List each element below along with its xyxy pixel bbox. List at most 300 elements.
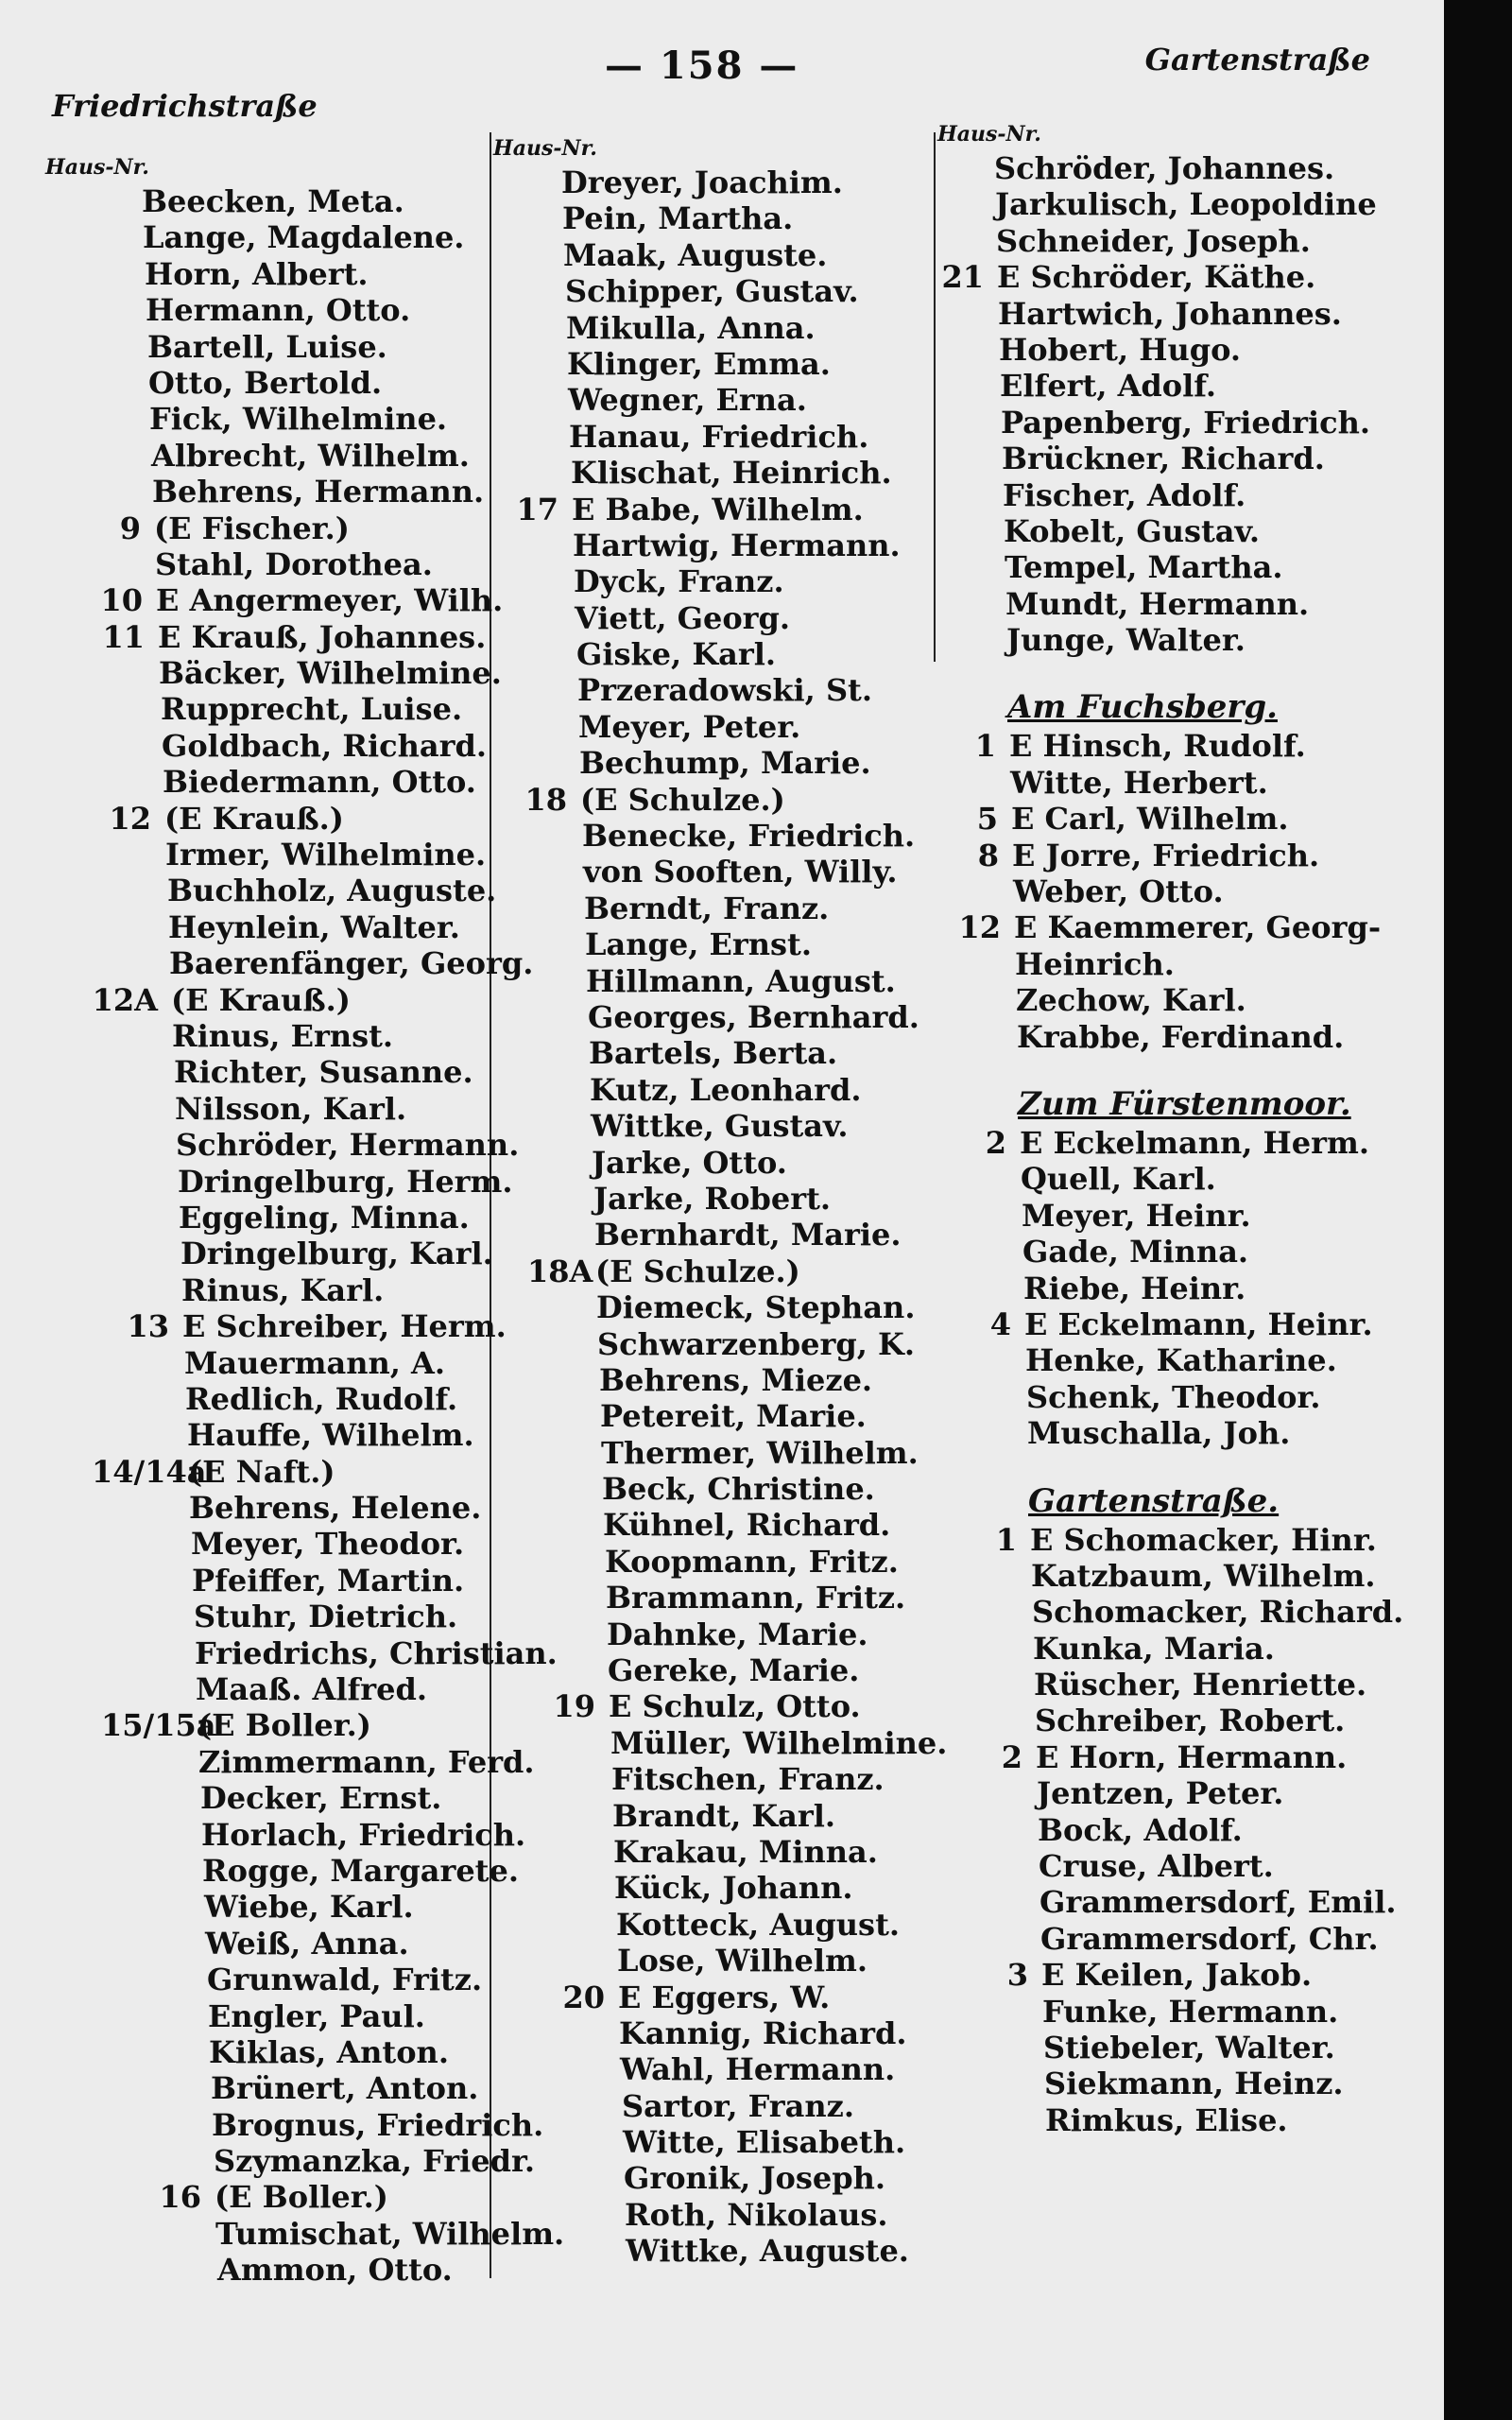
house-number	[494, 200, 562, 236]
resident-name: Rupprecht, Luise.	[161, 691, 463, 728]
resident-name: Stuhr, Dietrich.	[194, 1599, 458, 1635]
directory-entry	[45, 1852, 519, 1889]
directory-entry	[493, 273, 928, 309]
resident-name: Irmer, Wilhelmine.	[165, 837, 487, 873]
house-number	[518, 963, 586, 999]
resident-name: Hillmann, August.	[586, 962, 896, 999]
directory-entry	[45, 1163, 513, 1200]
directory-entry	[493, 1471, 928, 1507]
house-number	[555, 2124, 623, 2160]
house-number	[521, 1035, 589, 1071]
house-number	[62, 655, 159, 691]
directory-entry	[45, 801, 480, 837]
resident-name: Funke, Hermann.	[1042, 1993, 1339, 2030]
resident-name: Krakau, Minna.	[613, 1833, 878, 1870]
resident-name: Benecke, Friedrich.	[582, 818, 916, 855]
house-number	[976, 1631, 1033, 1667]
resident-name: Schipper, Gustav.	[565, 273, 859, 310]
resident-name: Zimmermann, Ferd.	[198, 1743, 535, 1780]
resident-name: Heynlein, Walter.	[168, 908, 460, 945]
house-number: 18	[524, 781, 567, 818]
house-number	[95, 1563, 192, 1599]
directory-entry	[45, 546, 480, 582]
directory-entry	[45, 727, 487, 764]
directory-entry	[937, 549, 1438, 585]
directory-entry	[493, 1979, 928, 2015]
house-number	[89, 1381, 185, 1417]
column-divider	[490, 132, 491, 2278]
street-heading: Zum Fürstenmoor.	[1018, 1084, 1351, 1123]
resident-name: Brammann, Fritz.	[606, 1580, 906, 1616]
house-number	[967, 1270, 1023, 1306]
resident-name: Schenk, Theodor.	[1026, 1378, 1321, 1415]
house-number	[106, 1853, 202, 1889]
house-number: 17	[516, 491, 558, 527]
directory-entry	[493, 1580, 928, 1616]
resident-name: Jentzen, Peter.	[1037, 1775, 1284, 1812]
house-number	[532, 1398, 600, 1434]
house-number: 9	[119, 510, 141, 546]
resident-name: E Schomacker, Hinr.	[1030, 1521, 1377, 1558]
directory-entry	[493, 563, 928, 599]
resident-name: Koopmann, Fritz.	[605, 1543, 899, 1580]
directory-entry	[493, 1362, 928, 1398]
house-number	[71, 873, 167, 908]
directory-entry	[937, 1125, 1438, 1161]
house-number	[943, 368, 1000, 404]
directory-entry	[493, 1724, 948, 1761]
house-number	[508, 636, 576, 672]
house-number	[947, 513, 1004, 549]
house-number	[544, 1798, 612, 1834]
house-number	[941, 296, 998, 332]
house-number	[969, 1342, 1025, 1378]
house-number	[102, 1744, 198, 1780]
resident-name: Jarke, Robert.	[593, 1180, 831, 1217]
resident-name: Mikulla, Anna.	[566, 309, 816, 346]
house-number	[109, 1926, 205, 1962]
house-number	[511, 745, 579, 781]
resident-name: E Schulz, Otto.	[609, 1688, 861, 1725]
resident-name: Kiklas, Anton.	[209, 2033, 449, 2070]
house-number	[49, 292, 146, 328]
resident-name: Hartwich, Johannes.	[998, 295, 1342, 332]
resident-name: Eggeling, Minna.	[179, 1199, 470, 1236]
house-number	[970, 1379, 1026, 1415]
house-number	[84, 1236, 180, 1271]
directory-entry	[45, 1454, 480, 1490]
house-number	[986, 1994, 1042, 2030]
directory-entry	[493, 999, 928, 1035]
directory-entry	[493, 492, 928, 527]
resident-name: Fitschen, Franz.	[611, 1761, 885, 1798]
resident-name: Hermann, Otto.	[146, 292, 411, 329]
directory-entry	[937, 513, 1438, 549]
directory-entry	[493, 1907, 928, 1943]
resident-name: Albrecht, Wilhelm.	[151, 437, 470, 474]
resident-name: Witte, Herbert.	[1010, 764, 1268, 801]
resident-name: Weiß, Anna.	[205, 1925, 409, 1962]
resident-name: Cruse, Albert.	[1039, 1848, 1274, 1885]
directory-entry	[937, 1739, 1438, 1775]
resident-name: Kannig, Richard.	[619, 2014, 907, 2051]
directory-entry	[937, 982, 1438, 1018]
resident-name: Weber, Otto.	[1013, 873, 1224, 910]
resident-name: Pein, Martha.	[562, 200, 794, 237]
resident-name: (E Boller.)	[215, 2179, 388, 2216]
resident-name: Mauermann, A.	[184, 1344, 446, 1381]
directory-entry	[45, 1054, 480, 1090]
house-number	[988, 2102, 1045, 2138]
directory-entry	[45, 365, 480, 401]
house-number: 11	[102, 618, 145, 655]
directory-entry	[937, 873, 1438, 909]
resident-name: Papenberg, Friedrich.	[1001, 404, 1370, 441]
directory-entry	[493, 1108, 928, 1144]
directory-entry	[937, 946, 1438, 982]
resident-name: Katzbaum, Wilhelm.	[1031, 1557, 1376, 1594]
directory-entry	[493, 200, 928, 236]
directory-entry	[493, 1253, 928, 1289]
directory-entry	[45, 2252, 480, 2288]
directory-entry	[45, 2215, 565, 2252]
resident-name: Stiebeler, Walter.	[1043, 2029, 1335, 2066]
house-number	[966, 1234, 1022, 1270]
house-number	[949, 586, 1005, 622]
directory-entry	[493, 455, 928, 491]
resident-name: E Horn, Hermann.	[1036, 1738, 1348, 1775]
house-number	[119, 2216, 215, 2252]
directory-entry	[45, 945, 534, 982]
directory-entry	[45, 1743, 535, 1780]
directory-entry	[493, 1834, 928, 1870]
directory-entry	[937, 441, 1438, 476]
resident-name: Grammersdorf, Emil.	[1040, 1884, 1397, 1921]
resident-name: Goldbach, Richard.	[162, 727, 487, 764]
house-number: 12	[109, 800, 151, 837]
directory-entry	[493, 2197, 928, 2233]
resident-name: Jarkulisch, Leopoldine	[995, 186, 1377, 223]
resident-name: Bartels, Berta.	[589, 1035, 838, 1072]
directory-entry	[493, 164, 928, 200]
directory-entry	[45, 1599, 480, 1634]
page-header	[0, 36, 1446, 124]
directory-entry	[937, 1884, 1438, 1920]
directory-entry	[493, 818, 928, 854]
resident-name: Schneider, Joseph.	[996, 222, 1311, 259]
directory-entry	[493, 782, 928, 818]
house-number	[81, 1164, 178, 1200]
house-number: 12A	[92, 981, 158, 1018]
resident-name: (E Krauß.)	[164, 800, 344, 837]
house-number	[522, 1072, 590, 1108]
house-number	[971, 1415, 1027, 1451]
resident-name: Biedermann, Otto.	[163, 764, 476, 801]
resident-name: Wahl, Hermann.	[620, 2051, 896, 2088]
directory-entry	[45, 1998, 480, 2034]
resident-name: Kunka, Maria.	[1033, 1630, 1275, 1667]
house-number	[66, 764, 163, 800]
directory-entry	[45, 1707, 480, 1743]
resident-name: Jarke, Otto.	[592, 1144, 787, 1181]
resident-name: (E Naft.)	[188, 1453, 335, 1490]
directory-entry	[493, 1616, 928, 1652]
directory-entry	[493, 527, 928, 563]
resident-name: Viett, Georg.	[575, 599, 791, 636]
directory-entry	[493, 854, 928, 890]
resident-name: Tumischat, Wilhelm.	[215, 2215, 565, 2252]
resident-name: Rinus, Karl.	[181, 1271, 385, 1308]
resident-name: Rogge, Margarete.	[202, 1852, 519, 1889]
directory-entry	[45, 438, 480, 474]
house-number	[93, 1490, 189, 1526]
resident-name: Rimkus, Elise.	[1045, 2101, 1288, 2138]
house-number-label: Haus-Nr.	[937, 122, 1041, 147]
directory-entry	[493, 890, 928, 926]
house-number	[495, 237, 563, 273]
directory-entry	[45, 582, 504, 619]
resident-name: Rüscher, Henriette.	[1034, 1667, 1367, 1703]
directory-entry	[45, 474, 485, 510]
house-number	[974, 1558, 1031, 1594]
directory-entry	[45, 1780, 480, 1816]
house-number	[510, 709, 578, 745]
resident-name: Kühnel, Richard.	[603, 1507, 891, 1544]
resident-name: Schwarzenberg, K.	[597, 1325, 915, 1362]
house-number	[79, 1127, 176, 1163]
resident-name: Nilsson, Karl.	[175, 1090, 407, 1127]
directory-entry	[937, 1306, 1438, 1342]
resident-name: Beecken, Meta.	[142, 183, 404, 219]
resident-name: Thermer, Wilhelm.	[601, 1434, 919, 1471]
resident-name: Siekmann, Heinz.	[1044, 2066, 1344, 2102]
directory-entry	[45, 1236, 493, 1272]
resident-name: E Kaemmerer, Georg-	[1014, 909, 1382, 946]
resident-name: Fick, Wilhelmine.	[149, 401, 448, 438]
house-number	[99, 1671, 196, 1707]
directory-entry	[937, 150, 1438, 186]
directory-entry	[45, 691, 480, 727]
house-number	[546, 1870, 614, 1906]
house-number	[497, 273, 565, 309]
directory-entry	[45, 1962, 483, 1998]
resident-name: Fischer, Adolf.	[1003, 476, 1246, 513]
section-spacer	[937, 1452, 1438, 1480]
directory-entry	[937, 1667, 1438, 1703]
house-number	[117, 2143, 214, 2179]
directory-entry	[937, 2030, 1438, 2066]
house-number	[540, 1652, 608, 1688]
resident-name: Wiebe, Karl.	[204, 1889, 414, 1926]
directory-entry	[937, 909, 1438, 945]
directory-entry	[45, 1200, 480, 1236]
resident-name: Schröder, Johannes.	[994, 150, 1335, 186]
resident-name: Meyer, Heinr.	[1022, 1197, 1251, 1234]
house-number: 1	[974, 728, 996, 765]
house-number	[965, 1198, 1022, 1234]
house-number	[76, 1018, 172, 1054]
directory-entry	[45, 1634, 558, 1671]
directory-entry	[493, 1652, 928, 1688]
house-number	[73, 945, 169, 981]
house-number	[981, 1812, 1038, 1848]
directory-entry	[937, 801, 1438, 837]
directory-entry	[45, 510, 480, 546]
resident-name: Pfeiffer, Martin.	[192, 1562, 465, 1599]
house-number	[517, 926, 585, 962]
directory-entry	[45, 1889, 480, 1925]
directory-entry	[937, 1957, 1438, 1993]
house-number	[944, 405, 1001, 441]
directory-entry	[493, 1217, 928, 1253]
directory-entry	[937, 296, 1438, 332]
house-number	[982, 1848, 1039, 1884]
house-number	[46, 219, 143, 255]
resident-name: Bechump, Marie.	[579, 745, 871, 782]
house-number	[939, 223, 996, 259]
resident-name: Krabbe, Ferdinand.	[1017, 1018, 1345, 1055]
directory-entry	[493, 709, 928, 745]
house-number	[499, 346, 567, 382]
directory-entry	[45, 1526, 480, 1562]
directory-entry	[45, 1308, 507, 1345]
resident-name: (E Boller.)	[198, 1707, 371, 1744]
resident-name: Brognus, Friedrich.	[212, 2106, 544, 2143]
house-number	[542, 1725, 610, 1761]
house-number: 1	[995, 1521, 1017, 1558]
house-number	[964, 1161, 1021, 1197]
house-number	[65, 728, 162, 764]
header-right-street: Gartenstraße	[1144, 42, 1370, 78]
house-number: 19	[553, 1688, 595, 1725]
house-number	[977, 1667, 1034, 1703]
resident-name: Kotteck, August.	[616, 1906, 900, 1943]
resident-name: Richter, Susanne.	[174, 1054, 473, 1091]
page-edge	[1444, 0, 1512, 2420]
house-number	[937, 150, 994, 186]
house-number	[51, 329, 147, 365]
house-number	[548, 1907, 616, 1943]
house-number	[958, 946, 1015, 982]
resident-name: Bartell, Luise.	[147, 328, 387, 365]
house-number	[950, 622, 1006, 658]
resident-name: Schreiber, Robert.	[1035, 1703, 1346, 1739]
house-number	[111, 1962, 207, 1997]
directory-entry	[937, 1994, 1438, 2030]
house-number	[105, 1817, 201, 1853]
house-number: 14/14a	[92, 1453, 207, 1490]
house-number	[543, 1761, 611, 1797]
directory-entry	[45, 329, 480, 365]
house-number	[520, 999, 588, 1035]
directory-entry	[493, 2233, 928, 2269]
directory-entry	[493, 1870, 928, 1906]
resident-name: Redlich, Rudolf.	[185, 1380, 458, 1417]
house-number	[557, 2197, 625, 2233]
directory-entry	[45, 401, 480, 437]
resident-name: Brandt, Karl.	[612, 1797, 836, 1834]
column-divider	[934, 132, 936, 662]
resident-name: Beck, Christine.	[602, 1471, 875, 1508]
resident-name: Hanau, Friedrich.	[569, 418, 869, 455]
resident-name: Schröder, Hermann.	[176, 1127, 520, 1164]
house-number: 21	[941, 259, 984, 296]
house-number	[531, 1362, 599, 1398]
directory-entry	[493, 2124, 928, 2160]
directory-entry	[937, 259, 1438, 295]
resident-name: E Krauß, Johannes.	[158, 618, 487, 655]
directory-entry	[937, 1270, 1438, 1306]
house-number	[505, 527, 573, 563]
directory-entry	[937, 765, 1438, 801]
house-number: 5	[976, 801, 998, 838]
resident-name: Sartor, Franz.	[622, 2087, 854, 2124]
resident-name: Hobert, Hugo.	[999, 331, 1242, 368]
resident-name: Przeradowski, St.	[577, 672, 872, 709]
house-number	[945, 441, 1002, 476]
resident-name: Maaß. Alfred.	[196, 1671, 427, 1708]
resident-name: (E Fischer.)	[154, 510, 350, 546]
directory-entry	[937, 223, 1438, 259]
resident-name: Rinus, Ernst.	[172, 1017, 394, 1054]
directory-entry	[45, 873, 497, 909]
house-number	[69, 837, 165, 873]
directory-entry	[493, 2160, 928, 2196]
directory-entry	[493, 672, 928, 708]
house-number	[121, 2252, 217, 2288]
resident-name: Brünert, Anton.	[211, 2070, 479, 2107]
directory-entry	[937, 1703, 1438, 1738]
resident-name: Müller, Wilhelmine.	[610, 1724, 948, 1761]
house-number	[980, 1775, 1037, 1811]
house-number: 12	[958, 909, 1001, 946]
resident-name: Maak, Auguste.	[563, 236, 828, 273]
directory-entry	[493, 237, 928, 273]
directory-entry	[493, 1398, 928, 1434]
resident-name: Georges, Bernhard.	[588, 998, 919, 1035]
directory-entry	[45, 1345, 480, 1381]
directory-entry	[45, 2179, 480, 2215]
directory-entry	[45, 1417, 480, 1453]
directory-entry	[45, 618, 487, 655]
house-number	[85, 1272, 181, 1308]
resident-name: Brückner, Richard.	[1002, 441, 1325, 477]
house-number	[515, 854, 583, 890]
directory-entry	[493, 1072, 928, 1108]
directory-entry	[493, 1798, 928, 1834]
resident-name: Engler, Paul.	[208, 1997, 425, 2034]
resident-name: E Eggers, W.	[618, 1979, 831, 2015]
directory-entry	[45, 219, 480, 255]
house-number	[507, 600, 575, 636]
directory-entry	[937, 477, 1438, 513]
house-number	[114, 2070, 211, 2106]
house-number-label: Haus-Nr.	[45, 155, 149, 180]
house-number	[960, 1019, 1017, 1055]
resident-name: Bernhardt, Marie.	[594, 1217, 902, 1253]
directory-entry	[937, 2066, 1438, 2101]
resident-name: Horn, Albert.	[145, 255, 369, 292]
resident-name: Lange, Ernst.	[585, 926, 812, 963]
resident-name: (E Schulze.)	[580, 781, 785, 818]
house-number: 20	[562, 1979, 605, 2015]
house-number	[988, 2066, 1044, 2101]
resident-name: Wittke, Auguste.	[626, 2233, 909, 2270]
directory-entry	[493, 1181, 928, 1217]
house-number	[556, 2160, 624, 2196]
house-number	[554, 2088, 622, 2124]
section-spacer	[937, 1055, 1438, 1083]
